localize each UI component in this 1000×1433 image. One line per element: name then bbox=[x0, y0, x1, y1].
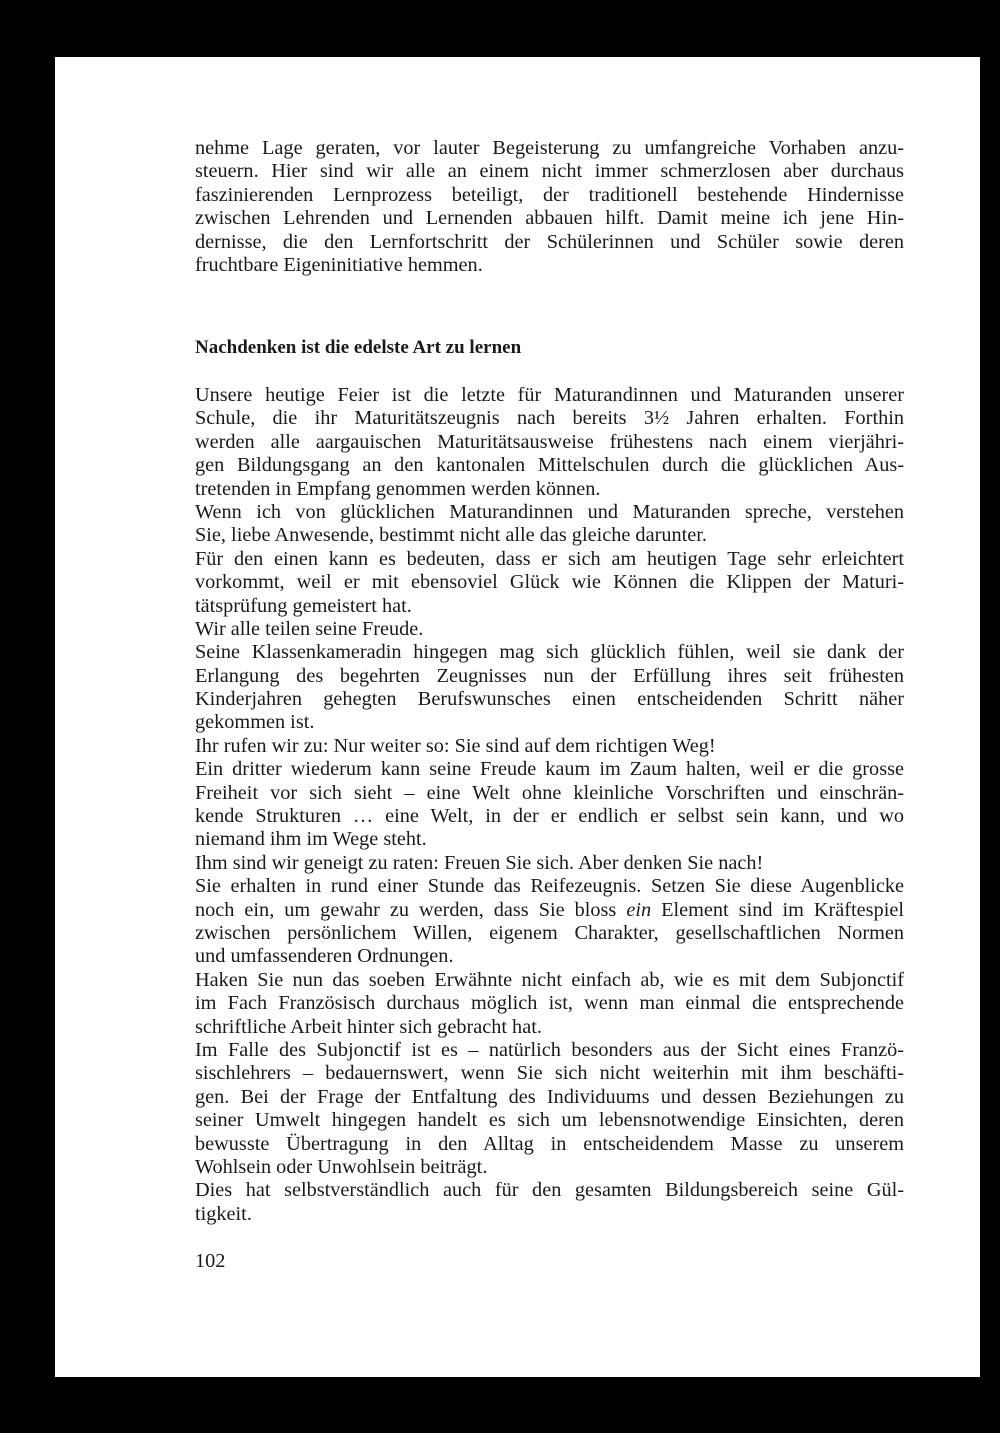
text-segment: seiner Umwelt hingegen handelt es sich um lebensnotwendige Einsichten, deren bbox=[195, 1109, 904, 1132]
text-line bbox=[195, 665, 904, 688]
text-line bbox=[195, 852, 904, 875]
text-segment: Im Falle des Subjonctif ist es – natürlich besonders aus der Sicht eines Franzö- bbox=[195, 1038, 904, 1061]
text-segment: Wenn ich von glücklichen Maturandinnen und Maturanden spreche, verstehen bbox=[195, 500, 904, 523]
text-segment: vorkommt, weil er mit ebensoviel Glück wie Können die Klippen der Maturi- bbox=[195, 571, 904, 594]
page-number: 102 bbox=[195, 1250, 226, 1272]
text-line bbox=[195, 407, 904, 430]
text-segment: dernisse, die den Lernfortschritt der Schülerinnen und Schüler sowie deren bbox=[195, 230, 904, 253]
text-segment: kende Strukturen … eine Welt, in der er endlich er selbst sein kann, und wo bbox=[195, 805, 904, 828]
text-segment: Wir alle teilen seine Freude. bbox=[195, 617, 424, 640]
text-segment: Freiheit vor sich sieht – eine Welt ohne kleinliche Vorschriften und einschrän- bbox=[195, 781, 904, 804]
text-line bbox=[195, 1133, 904, 1156]
text-segment: Ihr rufen wir zu: Nur weiter so: Sie sind auf dem richtigen Weg! bbox=[195, 734, 716, 757]
text-segment: gen. Bei der Frage der Entfaltung des Individuums und dessen Beziehungen zu bbox=[195, 1085, 904, 1108]
text-segment: sischlehrers – bedauernswert, wenn Sie sich nicht weiterhin mit ihm beschäfti- bbox=[195, 1062, 904, 1085]
text-segment: Kinderjahren gehegten Berufswunsches einen entscheidenden Schritt näher bbox=[195, 688, 904, 711]
document-page bbox=[55, 57, 980, 1377]
text-segment: Haken Sie nun das soeben Erwähnte nicht einfach ab, wie es mit dem Subjonctif bbox=[195, 968, 904, 991]
text-segment: Sie erhalten in rund einer Stunde das Reifezeugnis. Setzen Sie diese Augenblicke bbox=[195, 875, 904, 898]
text-line bbox=[195, 922, 904, 945]
text-line bbox=[195, 992, 904, 1015]
text-segment: niemand ihm im Wege steht. bbox=[195, 828, 427, 851]
text-segment: im Fach Französisch durchaus möglich ist, wenn man einmal die entsprechende bbox=[195, 992, 904, 1015]
text-line bbox=[195, 1016, 904, 1039]
text-segment: faszinierenden Lernprozess beteiligt, der traditionell bestehende Hindernisse bbox=[195, 183, 904, 206]
text-line bbox=[195, 1179, 904, 1202]
text-segment: tigkeit. bbox=[195, 1202, 252, 1225]
text-line bbox=[195, 454, 904, 477]
text-line bbox=[195, 548, 904, 571]
text-line bbox=[195, 875, 904, 898]
text-segment: steuern. Hier sind wir alle an einem nicht immer schmerzlosen aber durchaus bbox=[195, 160, 904, 183]
text-segment: gen Bildungsgang an den kantonalen Mittelschulen durch die glücklichen Aus- bbox=[195, 454, 904, 477]
text-segment: tretenden in Empfang genommen werden können. bbox=[195, 477, 601, 500]
text-line bbox=[195, 641, 904, 664]
text-line bbox=[195, 501, 904, 524]
section-heading: Nachdenken ist die edelste Art zu lernen bbox=[195, 337, 522, 358]
text-segment: gekommen ist. bbox=[195, 711, 315, 734]
text-segment: Element sind im Kräftespiel bbox=[651, 898, 904, 921]
text-line bbox=[195, 1109, 904, 1132]
text-line bbox=[195, 1156, 904, 1179]
text-line bbox=[195, 184, 904, 207]
text-line bbox=[195, 618, 904, 641]
text-line bbox=[195, 1203, 904, 1226]
text-line bbox=[195, 231, 904, 254]
text-segment: schriftliche Arbeit hinter sich gebracht hat. bbox=[195, 1015, 542, 1038]
text-segment: Sie, liebe Anwesende, bestimmt nicht alle das gleiche darunter. bbox=[195, 524, 707, 547]
text-line bbox=[195, 1039, 904, 1062]
text-line bbox=[195, 478, 904, 501]
body-text bbox=[195, 384, 904, 1226]
text-line bbox=[195, 254, 904, 277]
text-segment: tätsprüfung gemeistert hat. bbox=[195, 594, 412, 617]
text-line bbox=[195, 688, 904, 711]
text-segment: Unsere heutige Feier ist die letzte für Maturandinnen und Maturanden unserer bbox=[195, 384, 904, 406]
text-line bbox=[195, 782, 904, 805]
text-line bbox=[195, 137, 904, 160]
text-segment: und umfassenderen Ordnungen. bbox=[195, 945, 454, 968]
text-segment: nehme Lage geraten, vor lauter Begeisterung zu umfangreiche Vorhaben anzu- bbox=[195, 137, 904, 159]
text-line bbox=[195, 524, 904, 547]
text-line bbox=[195, 805, 904, 828]
intro-paragraph bbox=[195, 137, 904, 277]
text-line bbox=[195, 711, 904, 734]
text-line bbox=[195, 969, 904, 992]
text-line bbox=[195, 207, 904, 230]
text-segment: Seine Klassenkameradin hingegen mag sich glücklich fühlen, weil sie dank der bbox=[195, 641, 904, 664]
text-segment: fruchtbare Eigeninitiative hemmen. bbox=[195, 253, 483, 276]
text-line bbox=[195, 1062, 904, 1085]
text-segment: Ein dritter wiederum kann seine Freude kaum im Zaum halten, weil er die grosse bbox=[195, 758, 904, 781]
text-line bbox=[195, 828, 904, 851]
text-segment: zwischen Lehrenden und Lernenden abbauen hilft. Damit meine ich jene Hin- bbox=[195, 207, 904, 230]
text-segment: Schule, die ihr Maturitätszeugnis nach bereits 3½ Jahren erhalten. Forthin bbox=[195, 407, 904, 430]
text-segment: noch ein, um gewahr zu werden, dass Sie bloss bbox=[195, 898, 627, 921]
text-line bbox=[195, 431, 904, 454]
text-line bbox=[195, 595, 904, 618]
text-segment: zwischen persönlichem Willen, eigenem Charakter, gesellschaftlichen Normen bbox=[195, 921, 904, 944]
text-line bbox=[195, 160, 904, 183]
text-segment: Für den einen kann es bedeuten, dass er sich am heutigen Tage sehr erleichtert bbox=[195, 547, 904, 570]
text-line bbox=[195, 384, 904, 407]
text-segment: Erlangung des begehrten Zeugnisses nun der Erfüllung ihres seit frühesten bbox=[195, 664, 904, 687]
italic-emphasis: ein bbox=[626, 898, 652, 921]
text-line bbox=[195, 945, 904, 968]
text-line bbox=[195, 1086, 904, 1109]
text-segment: Dies hat selbstverständlich auch für den gesamten Bildungsbereich seine Gül- bbox=[195, 1179, 904, 1202]
text-line bbox=[195, 758, 904, 781]
text-segment: bewusste Übertragung in den Alltag in entscheidendem Masse zu unserem bbox=[195, 1132, 904, 1155]
text-segment: Wohlsein oder Unwohlsein beiträgt. bbox=[195, 1155, 488, 1178]
text-line bbox=[195, 899, 904, 922]
text-line bbox=[195, 571, 904, 594]
text-segment: werden alle aargauischen Maturitätsausweise frühestens nach einem vierjähri- bbox=[195, 430, 904, 453]
text-line bbox=[195, 735, 904, 758]
text-segment: Ihm sind wir geneigt zu raten: Freuen Sie sich. Aber denken Sie nach! bbox=[195, 851, 764, 874]
